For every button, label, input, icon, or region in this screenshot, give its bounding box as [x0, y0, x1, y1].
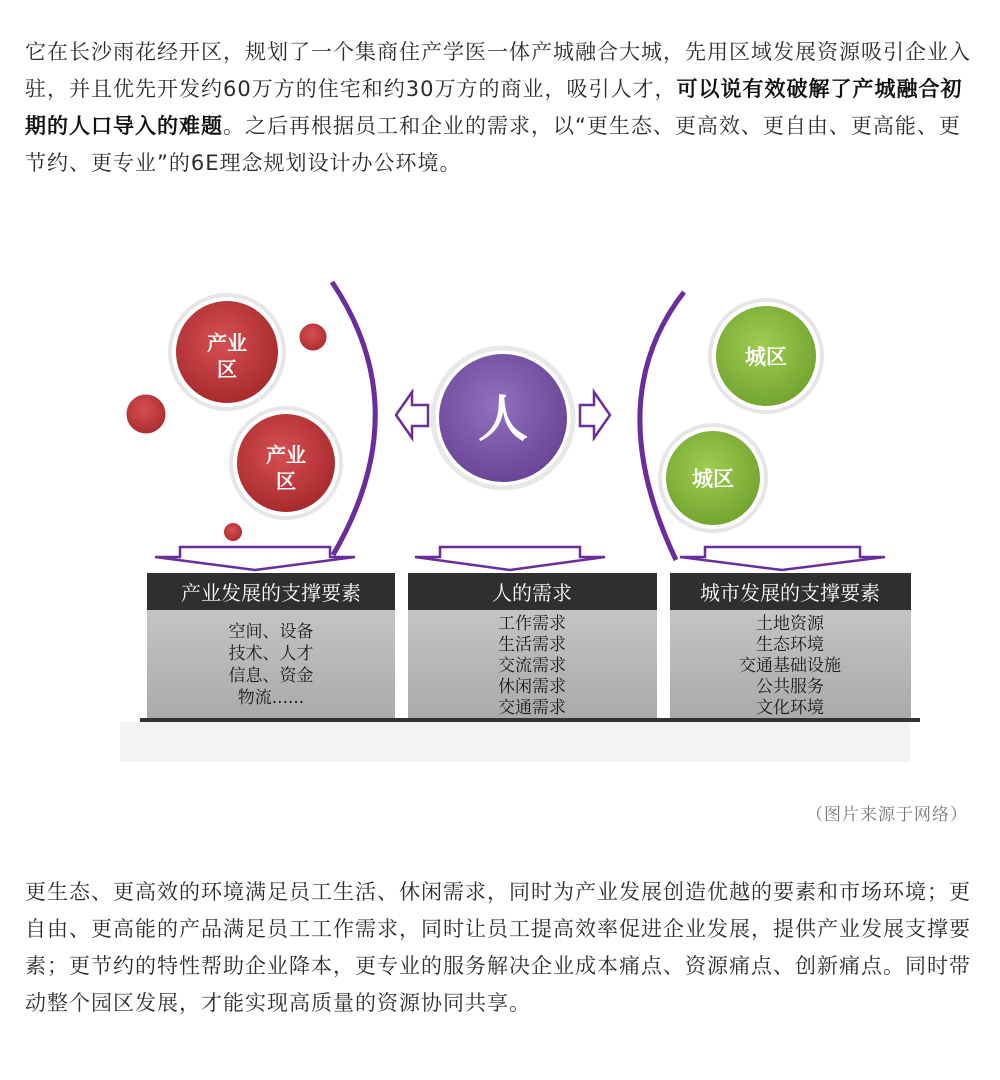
- column-1-header: 产业发展的支撑要素: [181, 581, 361, 605]
- industry-dot-small: [223, 522, 243, 542]
- person-label: 人: [478, 390, 528, 448]
- column-1-item-1: 空间、设备: [228, 622, 314, 642]
- industry-circle-1-label-line1: 产业: [207, 331, 247, 355]
- paragraph-1-text-a: 它在长沙雨花经开区，规划了一个集商住产学医一体产城融合大城，先用区域发展资源吸引企业入驻，并且优先开发约60万方的住宅和约30万方的商业，吸引人才，: [25, 40, 971, 101]
- industry-circle-2-label-line2: 区: [276, 469, 296, 493]
- column-2-item-3: 交流需求: [498, 656, 566, 676]
- paragraph-1-text-b: 。之后再根据员工和企业的需求，以“更生态、更高效、更自由、更高能、更节约、更专业”的6E理念规划设计办公环境。: [25, 114, 961, 175]
- industry-circle-2-label-line1: 产业: [266, 443, 306, 467]
- diagram-base-line: [140, 718, 920, 722]
- column-2-item-1: 工作需求: [498, 614, 566, 634]
- industry-circle-1-label-line2: 区: [217, 357, 237, 381]
- left-divider-arc: [332, 282, 375, 555]
- arrow-right-icon: [580, 392, 610, 438]
- table-reflection: [120, 722, 910, 762]
- arrow-left-icon: [396, 392, 428, 438]
- column-3-item-2: 生态环境: [756, 635, 824, 655]
- city-circle-1-label: 城区: [745, 345, 787, 369]
- column-2-header: 人的需求: [492, 581, 572, 605]
- paragraph-1-bold-text: 可以说有效破解了产城融合初期的人口导入的难题: [25, 77, 963, 138]
- column-1-item-4: 物流......: [237, 688, 305, 708]
- column-3-item-5: 文化环境: [756, 698, 824, 718]
- column-1-item-3: 信息、资金: [228, 666, 314, 686]
- city-circle-2-label: 城区: [692, 467, 734, 491]
- article-paragraph-1: [25, 34, 977, 182]
- column-3-item-1: 土地资源: [756, 614, 824, 634]
- column-3-header: 城市发展的支撑要素: [700, 581, 880, 605]
- down-arrow-right-icon: [680, 547, 885, 570]
- down-arrow-left-icon: [155, 547, 355, 570]
- article-paragraph-2: 更生态、更高效的环境满足员工生活、休闲需求，同时为产业发展创造优越的要素和市场环境；更自由、更高能的产品满足员工工作需求，同时让员工提高效率促进企业发展，提供产业发展支撑要素；更节约的特性帮助企业降本，更专业的服务解决企业成本痛点、资源痛点、创新痛点。同时带动整个园区发展，才能实现高质量的资源协同共享。: [25, 880, 971, 1015]
- industry-dot-medium: [298, 322, 328, 352]
- column-2-item-4: 休闲需求: [498, 677, 566, 697]
- column-2-item-2: 生活需求: [498, 635, 566, 655]
- industry-city-integration-diagram: [0, 270, 1000, 790]
- diagram-svg: [0, 270, 1000, 790]
- column-3-item-4: 公共服务: [756, 677, 824, 697]
- down-arrow-center-icon: [415, 547, 605, 570]
- column-1-item-2: 技术、人才: [228, 644, 314, 664]
- column-2-item-5: 交通需求: [498, 698, 566, 718]
- industry-dot-large: [125, 393, 167, 435]
- column-3-item-3: 交通基础设施: [739, 656, 841, 676]
- image-caption: （图片来源于网络）: [806, 805, 968, 825]
